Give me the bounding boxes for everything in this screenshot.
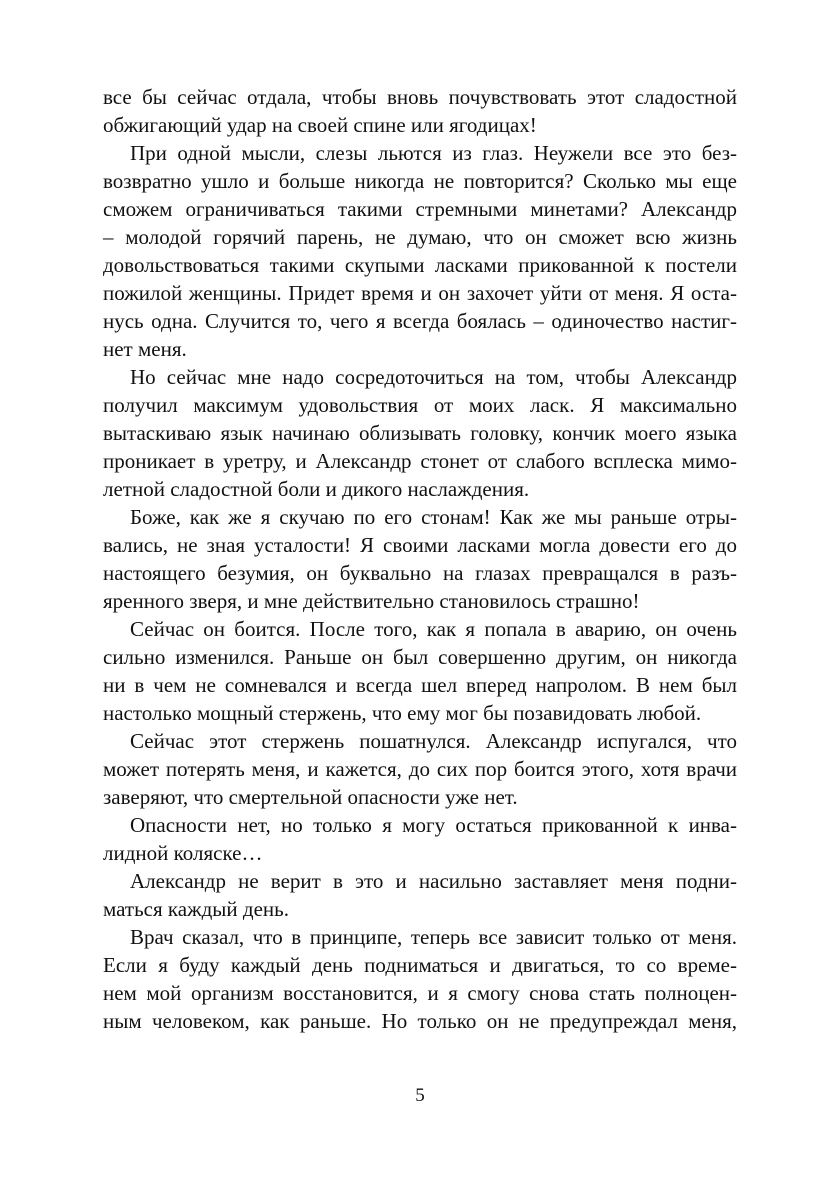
page-number: 5 (415, 1085, 425, 1106)
text-line: нем мой организм восстановится, и я смогу снова стать полноцен- (103, 981, 737, 1005)
text-line: может потерять меня, и кажется, до сих пор боится этого, хотя врачи (103, 757, 737, 781)
text-line: При одной мысли, слезы льются из глаз. Неужели все это без- (130, 141, 737, 165)
text-line: вались, не зная усталости! Я своими ласками могла довести его до (103, 533, 737, 557)
text-line: проникает в уретру, и Александр стонет от слабого всплеска мимо- (103, 449, 737, 473)
paragraph (103, 867, 737, 923)
body-text (103, 83, 737, 1035)
text-line: маться каждый день. (103, 897, 289, 921)
text-line: лидной коляске… (103, 841, 263, 865)
text-line: пожилой женщины. Придет время и он захочет уйти от меня. Я оста- (103, 281, 737, 305)
text-line: заверяют, что смертельной опасности уже нет. (103, 785, 518, 809)
text-line: Боже, как же я скучаю по его стонам! Как же мы раньше отры- (130, 505, 737, 529)
paragraph (103, 811, 737, 867)
text-line: Сейчас этот стержень пошатнулся. Александр испугался, что (130, 729, 737, 753)
text-line: вытаскиваю язык начинаю облизывать головку, кончик моего языка (103, 421, 737, 445)
paragraph (103, 139, 737, 363)
text-line: сможем ограничиваться такими стремными минетами? Александр (103, 197, 737, 221)
text-line: Опасности нет, но только я могу остаться прикованной к инва- (130, 813, 737, 837)
paragraph (103, 83, 737, 139)
text-line: ни в чем не сомневался и всегда шел вперед напролом. В нем был (103, 673, 737, 697)
text-line: настолько мощный стержень, что ему мог бы позавидовать любой. (103, 701, 702, 725)
text-line: настоящего безумия, он буквально на глазах превращался в разъ- (103, 561, 737, 585)
text-line: Если я буду каждый день подниматься и двигаться, то со време- (103, 953, 737, 977)
text-line: нусь одна. Случится то, чего я всегда боялась – одиночество настиг- (103, 309, 737, 333)
text-line: нет меня. (103, 337, 187, 361)
text-line: довольствоваться такими скупыми ласками прикованной к постели (103, 253, 737, 277)
text-line: получил максимум удовольствия от моих ласк. Я максимально (103, 393, 737, 417)
text-line: Врач сказал, что в принципе, теперь все зависит только от меня. (130, 925, 737, 949)
text-line: обжигающий удар на своей спине или ягодицах! (103, 113, 537, 137)
text-line: все бы сейчас отдала, чтобы вновь почувствовать этот сладостной (103, 85, 737, 109)
text-line: Сейчас он боится. После того, как я попала в аварию, он очень (130, 617, 737, 641)
text-line: яренного зверя, и мне действительно становилось страшно! (103, 589, 640, 613)
text-line: Александр не верит в это и насильно заставляет меня подни- (130, 869, 737, 893)
paragraph (103, 923, 737, 1035)
text-line: – молодой горячий парень, не думаю, что он сможет всю жизнь (103, 225, 737, 249)
text-line: летной сладостной боли и дикого наслаждения. (103, 477, 530, 501)
text-line: ным человеком, как раньше. Но только он не предупреждал меня, (103, 1009, 737, 1033)
paragraph (103, 727, 737, 811)
paragraph (103, 363, 737, 503)
text-line: сильно изменился. Раньше он был совершенно другим, он никогда (103, 645, 737, 669)
text-line: Но сейчас мне надо сосредоточиться на том, чтобы Александр (130, 365, 737, 389)
paragraph (103, 615, 737, 727)
text-line: возвратно ушло и больше никогда не повторится? Сколько мы еще (103, 169, 737, 193)
paragraph (103, 503, 737, 615)
